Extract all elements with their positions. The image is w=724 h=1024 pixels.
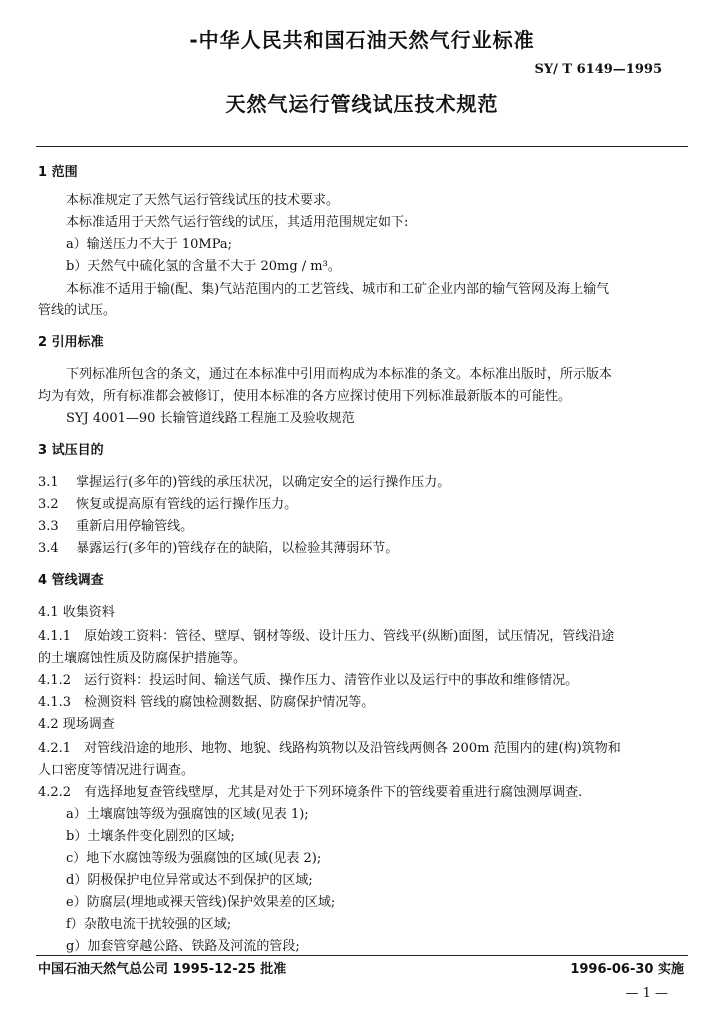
s4-item-4-2-1: 4.2.1 对管线沿途的地形、地物、地貌、线路构筑物以及沿管线两侧各 200m 范围内的建(构)筑物和 <box>38 741 621 756</box>
s4-item-4-1-3: 4.1.3 检测资料 管线的腐蚀检测数据、防腐保护情况等。 <box>38 695 375 710</box>
s1-paragraph-1: 本标准规定了天然气运行管线试压的技术要求。 <box>66 193 340 208</box>
section-1-heading: 1 范围 <box>38 165 78 180</box>
s4-item-4-2-2: 4.2.2 有选择地复查管线壁厚，尤其是对处于下列环境条件下的管线要着重进行腐蚀测厚调查. <box>38 785 583 800</box>
s2-paragraph-1-cont: 均为有效，所有标准都会被修订，使用本标准的各方应探讨使用下列标准最新版本的可能性。 <box>38 389 572 404</box>
section-3-heading: 3 试压目的 <box>38 443 104 458</box>
s4-list-item: c）地下水腐蚀等级为强腐蚀的区域(见表 2); <box>66 851 322 866</box>
s4-list-item: f）杂散电流干扰较强的区域; <box>66 917 232 932</box>
section-2-heading: 2 引用标准 <box>38 335 104 350</box>
s3-item: 3.3 重新启用停输管线。 <box>38 519 194 534</box>
s2-reference: SYJ 4001—90 长输管道线路工程施工及验收规范 <box>66 411 355 426</box>
s4-item-4-1-1-cont: 的土壤腐蚀性质及防腐保护措施等。 <box>38 651 247 666</box>
s4-list-item: d）阴极保护电位异常或达不到保护的区域; <box>66 873 313 888</box>
s4-item-4-2-1-cont: 人口密度等情况进行调查。 <box>38 763 195 778</box>
s2-paragraph-1: 下列标准所包含的条文，通过在本标准中引用而构成为本标准的条文。本标准出版时，所示版本 <box>66 367 613 382</box>
standard-code: SY/ T 6149—1995 <box>534 62 662 77</box>
s4-list-item: b）土壤条件变化剧烈的区域; <box>66 829 235 844</box>
s1-item-a: a）输送压力不大于 10MPa; <box>66 237 233 252</box>
footer-divider <box>36 955 688 956</box>
s4-subheading-4-1: 4.1 收集资料 <box>38 605 115 620</box>
effective-date: 1996-06-30 实施 <box>570 962 684 977</box>
org-title: -中华人民共和国石油天然气行业标准 <box>189 28 535 52</box>
approval-date: 中国石油天然气总公司 1995-12-25 批准 <box>38 962 287 977</box>
page-number: — 1 — <box>625 986 668 1001</box>
top-divider <box>36 146 688 147</box>
s1-paragraph-2: 本标准适用于天然气运行管线的试压，其适用范围规定如下: <box>66 215 409 230</box>
section-4-heading: 4 管线调查 <box>38 573 104 588</box>
s1-paragraph-3-cont: 管线的试压。 <box>38 303 117 318</box>
s4-list-item: a）土壤腐蚀等级为强腐蚀的区域(见表 1); <box>66 807 309 822</box>
s4-list-item: g）加套管穿越公路、铁路及河流的管段; <box>66 939 300 954</box>
s1-item-b: b）天然气中硫化氢的含量不大于 20mg / m³。 <box>66 259 341 274</box>
s4-list-item: e）防腐层(埋地或裸天管线)保护效果差的区域; <box>66 895 336 910</box>
document-title: 天然气运行管线试压技术规范 <box>225 92 499 116</box>
s4-subheading-4-2: 4.2 现场调查 <box>38 717 115 732</box>
s3-item: 3.1 掌握运行(多年的)管线的承压状况，以确定安全的运行操作压力。 <box>38 475 451 490</box>
s4-item-4-1-1: 4.1.1 原始竣工资料：管径、壁厚、钢材等级、设计压力、管线平(纵断)面图，试压情况，管线沿途 <box>38 629 615 644</box>
s3-item: 3.2 恢复或提高原有管线的运行操作压力。 <box>38 497 298 512</box>
s4-item-4-1-2: 4.1.2 运行资料：投运时间、输送气质、操作压力、清管作业以及运行中的事故和维修情况。 <box>38 673 579 688</box>
s3-item: 3.4 暴露运行(多年的)管线存在的缺陷，以检验其薄弱环节。 <box>38 541 399 556</box>
s1-paragraph-3: 本标准不适用于输(配、集)气站范围内的工艺管线、城市和工矿企业内部的输气管网及海上输气 <box>66 282 610 297</box>
